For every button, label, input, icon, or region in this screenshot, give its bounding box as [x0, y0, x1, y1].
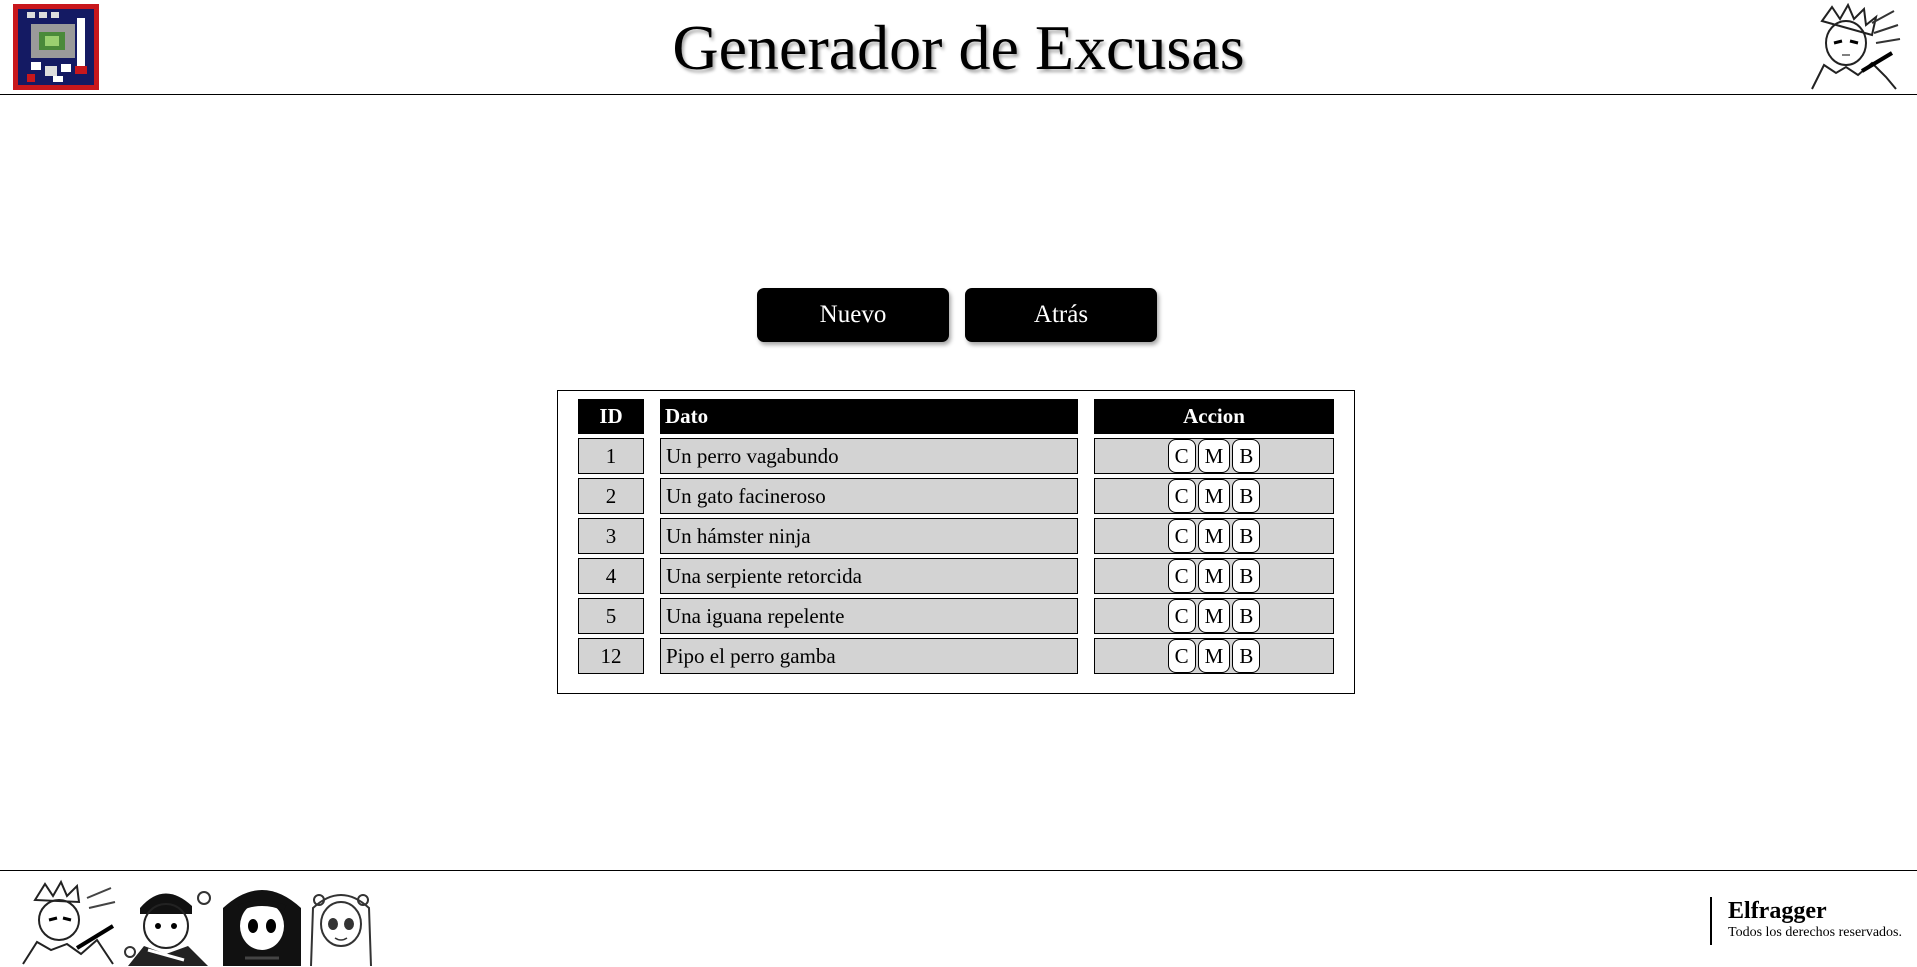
table-row	[578, 598, 1334, 634]
manga-character-1-icon	[17, 878, 118, 966]
row-id: 3	[578, 518, 644, 554]
row-id: 12	[578, 638, 644, 674]
action-bar	[757, 288, 1157, 342]
site-footer	[0, 870, 1917, 967]
modify-button[interactable]: M	[1198, 559, 1231, 593]
page-title: Generador de Excusas	[672, 12, 1245, 83]
excuses-table-container	[557, 390, 1355, 694]
back-button[interactable]: Atrás	[965, 288, 1157, 342]
modify-button[interactable]: M	[1198, 439, 1231, 473]
table-row	[578, 518, 1334, 554]
table-row	[578, 478, 1334, 514]
delete-button[interactable]: B	[1232, 519, 1260, 553]
delete-button[interactable]: B	[1232, 439, 1260, 473]
row-actions	[1094, 438, 1334, 474]
row-id: 2	[578, 478, 644, 514]
row-id: 1	[578, 438, 644, 474]
consult-button[interactable]: C	[1168, 479, 1196, 513]
consult-button[interactable]: C	[1168, 519, 1196, 553]
excuses-table	[562, 395, 1350, 678]
modify-button[interactable]: M	[1198, 519, 1231, 553]
author-name: Elfragger	[1728, 898, 1827, 924]
column-header-id: ID	[578, 399, 644, 434]
row-dato: Un perro vagabundo	[660, 438, 1078, 474]
row-actions	[1094, 598, 1334, 634]
consult-button[interactable]: C	[1168, 439, 1196, 473]
delete-button[interactable]: B	[1232, 479, 1260, 513]
row-actions	[1094, 558, 1334, 594]
row-actions	[1094, 478, 1334, 514]
table-row	[578, 438, 1334, 474]
consult-button[interactable]: C	[1168, 639, 1196, 673]
row-id: 4	[578, 558, 644, 594]
modify-button[interactable]: M	[1198, 479, 1231, 513]
delete-button[interactable]: B	[1232, 599, 1260, 633]
manga-character-3-icon	[219, 878, 305, 966]
manga-character-avatar-icon	[1802, 3, 1902, 91]
row-actions	[1094, 638, 1334, 674]
table-row	[578, 638, 1334, 674]
delete-button[interactable]: B	[1232, 559, 1260, 593]
footer-credit	[1710, 897, 1902, 945]
row-actions	[1094, 518, 1334, 554]
row-dato: Una serpiente retorcida	[660, 558, 1078, 594]
modify-button[interactable]: M	[1198, 599, 1231, 633]
new-button[interactable]: Nuevo	[757, 288, 949, 342]
delete-button[interactable]: B	[1232, 639, 1260, 673]
manga-character-2-icon	[118, 878, 219, 966]
row-dato: Una iguana repelente	[660, 598, 1078, 634]
copyright-text: Todos los derechos reservados.	[1728, 925, 1902, 940]
footer-image-strip	[17, 878, 377, 966]
consult-button[interactable]: C	[1168, 599, 1196, 633]
table-row	[578, 558, 1334, 594]
row-dato: Un gato facineroso	[660, 478, 1078, 514]
table-header-row	[578, 399, 1334, 434]
row-dato: Pipo el perro gamba	[660, 638, 1078, 674]
manga-character-4-icon	[305, 878, 377, 966]
site-header	[0, 0, 1917, 95]
column-header-accion: Accion	[1094, 399, 1334, 434]
row-dato: Un hámster ninja	[660, 518, 1078, 554]
row-id: 5	[578, 598, 644, 634]
column-header-dato: Dato	[660, 399, 1078, 434]
modify-button[interactable]: M	[1198, 639, 1231, 673]
consult-button[interactable]: C	[1168, 559, 1196, 593]
